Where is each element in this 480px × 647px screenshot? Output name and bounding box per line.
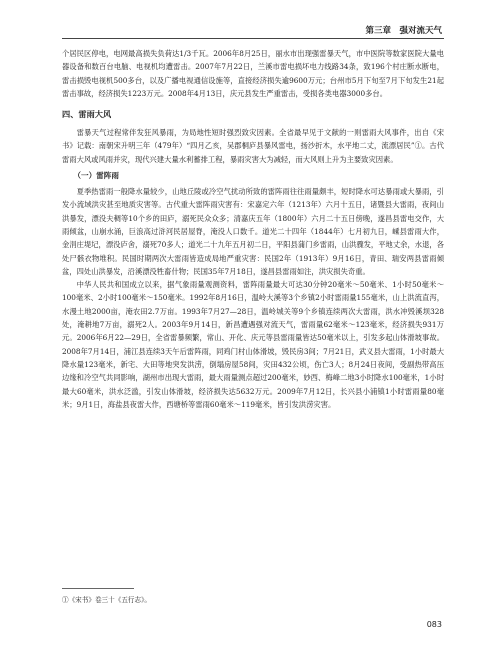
footnote-rule: [62, 588, 134, 589]
footnote: ①《宋书》卷三十《五行志》。: [62, 596, 152, 604]
header-rule: [62, 38, 444, 39]
paragraph-lightning-damage: 个居民区停电，电网最高损失负荷达1/3千瓦。2006年8月25日，丽水市出现强雷暴天气，市中医院等数家医院大量电器设备和数百台电脑、电视机均遭雷击。2007年7月22日，兰溪市雷电损坏电力线路34条，致196个村庄断水断电，雷击损毁电视机500多台，以及广播电视通信设施等，直接经济损失逾9600万元；台州市5月下旬至7月下旬发生21起雷击事故，经济损失1223万元。2008年4月13日，庆元县发生严重雷击，受损各类电器3000多台。: [62, 49, 444, 98]
chapter-title: 第三章 强对流天气: [365, 26, 442, 36]
page-number: 083: [426, 620, 442, 629]
page-body: [62, 47, 444, 411]
section-heading: 四、雷雨大风: [62, 109, 112, 120]
paragraph-historical-storms: 夏季热雷雨一般降水量较少，山地丘陵或冷空气扰动所致的雷阵雨往往雨量颇丰，短时降水可达暴雨或大暴雨，引发小流域洪灾甚至地质灾害等。古代重大雷阵雨灾害有：宋嘉定六年（1213年）六月十五日，诸暨县大雷雨，夜间山洪暴发，漂没夫稠等10个乡的田庐，溺死民众众多；清嘉庆五年（1800年）六月二十五日傍晚，遂昌县雷电交作，大雨倾盆，山崩水涌，巨浪高过浒河民居屋脊，淹没人口数千。道光二十四年（1844年）七月初九日，嵊县雷雨大作，金涓庄堤圮，漂没庐舍，溺死70多人；道光二十九年五月初二日，平阳县蒲门乡雷雨，山洪骤发，平地丈余，水退，各处尸骸衣物堆积。民国时期两次大雷雨皆造成局地严重灾害：民国2年（1913年）9月16日，青田、瑞安两县雷雨倾盆，四处山洪暴发，沿溪漂没牲畜什物；民国35年7月18日，遂昌县雷雨如注，洪灾损失奇重。: [62, 187, 444, 276]
subsection-heading: （一）雷阵雨: [73, 171, 119, 181]
paragraph-modern-storms: 中华人民共和国成立以来，据气象雨量观测资料，雷阵雨量最大可达30分钟20毫米～50毫米、1小时50毫米～100毫米、2小时100毫米～150毫米。1992年8月16日，温岭大溪等3个乡镇2小时雷雨量155毫米，山上洪流直泻，水漫土地2000亩，淹农田2.7万亩。1993年7月27—28日，温岭城关等9个乡镇连续两次大雷雨，洪水冲毁溪坝328处，淹耕地7万亩，溺死2人。2003年9月14日，新昌遭遇强对流天气，雷雨量62毫米～123毫米，经济损失931万元。2006年6月22—29日，全省雷暴频繁，常山、开化、庆元等县雷雨量皆达50毫米以上，引发多起山体滑坡事故。2008年7月14日，浦江县连续3天午后雷阵雨，同鸡门村山体滑坡，毁民房3间；7月21日，武义县大雷雨，1小时最大降水量123毫米，新宅、大田等地突发洪涝，倒塌房屋58间，灾田432公顷，伤亡3人；8月24日夜间，受副热带高压边缘和冷空气共同影响，湖州市出现大雷雨，最大雨量测点超过200毫米，妙西、梅峰二地3小时降水100毫米，1小时最大60毫米，洪水泛滥，引发山体滑坡，经济损失达5632万元。2009年7月12日，长兴县小浦镇1小时雷雨量80毫米；9月1日，海盐县夜雷大作，西塘桥等雷雨60毫米～119毫米，皆引发洪涝灾害。: [62, 280, 444, 409]
paragraph-thunderstorm-gale: 雷暴天气过程常伴发狂风暴雨，为局地性短时强烈致灾因素。全省最早见于文献的一则雷雨大风事件，出自《宋书》记载：南朝宋升明三年（479年）“四月乙亥，吴郡桐庐县暴风雷电，扬沙折木，水平地二丈，流漂居民”①。古代雷雨大风或风雨并灾，现代兴建大量水利蓄排工程，暴雨灾害大为减轻，而大风则上升为主要致灾因素。: [62, 128, 444, 164]
running-header: [0, 0, 480, 36]
